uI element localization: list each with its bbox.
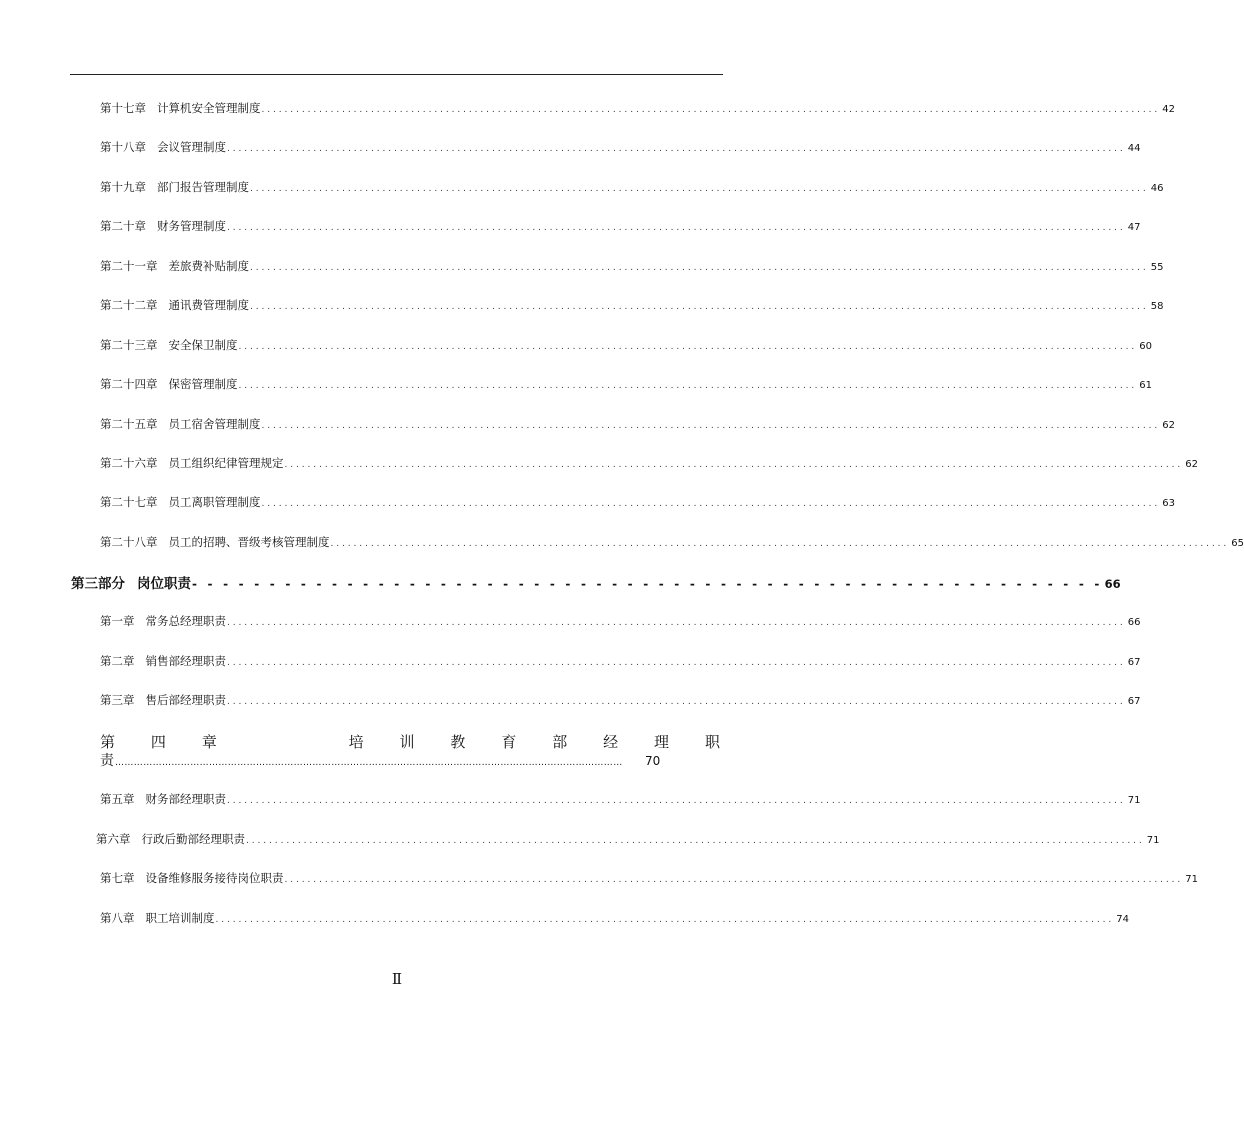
toc-leader-dots: ............................................................................................................................................................ xyxy=(250,302,1149,312)
toc-page-number: 74 xyxy=(1116,914,1129,925)
toc-leader-dots: ............................................................................................................................................................ xyxy=(238,381,1138,391)
toc-chapter-number: 第二章 xyxy=(100,654,135,668)
toc-title: 设备维修服务接待岗位职责 xyxy=(145,871,284,885)
toc-entry[interactable] xyxy=(100,613,1141,629)
toc-leader-dashes: - - - - - - - - - - - - - - - - - - - - - - - - - - - - - - - - - - - - - - - - - - - - - - - - - - - - - - - - - - - xyxy=(192,577,1103,591)
toc-char: 经 xyxy=(603,733,619,751)
toc-part-title: 岗位职责 xyxy=(137,576,191,592)
toc-leader-dots: ............................................................................................................................................................ xyxy=(261,499,1161,509)
toc-char: 部 xyxy=(552,733,568,751)
toc-title: 财务部经理职责 xyxy=(145,792,226,806)
toc-chapter-number: 第二十七章 xyxy=(100,495,158,509)
header-rule xyxy=(70,74,723,75)
page-number: Ⅱ xyxy=(391,970,403,988)
toc-title: 员工离职管理制度 xyxy=(168,495,261,509)
toc-chapter-number: 第二十三章 xyxy=(100,338,158,352)
toc-page-number: 62 xyxy=(1185,459,1198,470)
toc-page-number: 42 xyxy=(1162,104,1175,115)
toc-title: 员工宿舍管理制度 xyxy=(168,417,261,431)
toc-leader-dots: ............................................................................................................................................................ xyxy=(330,539,1230,549)
toc-leader-dots: ............................................................................................................................................................ xyxy=(250,184,1149,194)
toc-entry[interactable] xyxy=(100,337,1152,353)
toc-char: 培 xyxy=(348,733,364,751)
toc-page-number: 67 xyxy=(1127,696,1141,707)
toc-entry[interactable] xyxy=(96,831,1160,847)
toc-leader-dots: ............................................................................................................................................................ xyxy=(227,144,1126,154)
toc-title: 保密管理制度 xyxy=(168,377,238,391)
toc-chapter-number: 第二十一章 xyxy=(100,259,158,273)
toc-chapter-number: 第十七章 xyxy=(100,101,146,115)
toc-chapter-number: 第二十六章 xyxy=(100,456,158,470)
toc-char: 四 xyxy=(150,733,166,751)
toc-page-number: 66 xyxy=(1104,577,1121,591)
toc-page-number: 71 xyxy=(1146,835,1160,846)
toc-title: 员工组织纪律管理规定 xyxy=(168,456,284,470)
toc-page-number: 71 xyxy=(1185,874,1198,885)
toc-chapter-number: 第七章 xyxy=(100,871,135,885)
toc-leader-dots: ............................................................................................................................................................ xyxy=(250,263,1149,273)
toc-title: 售后部经理职责 xyxy=(145,693,226,707)
toc-page-number: 44 xyxy=(1127,143,1141,154)
toc-title: 安全保卫制度 xyxy=(168,338,238,352)
toc-leader-dots: ............................................................................................................................................................ xyxy=(238,342,1138,352)
toc-char: 育 xyxy=(501,733,517,751)
toc-page-number: 62 xyxy=(1162,420,1175,431)
toc-leader-dots: ............................................................................................................................................................ xyxy=(227,796,1126,806)
toc-entry[interactable] xyxy=(100,455,1198,471)
toc-char: 训 xyxy=(399,733,415,751)
toc-page-number: 70 xyxy=(645,754,661,768)
toc-page-number: 67 xyxy=(1127,657,1141,668)
toc-page-number: 47 xyxy=(1127,222,1141,233)
toc-chapter-number: 第二十八章 xyxy=(100,535,158,549)
toc-title: 通讯费管理制度 xyxy=(168,298,249,312)
toc-title: 财务管理制度 xyxy=(157,219,226,233)
toc-page-number: 66 xyxy=(1127,617,1141,628)
toc-chapter-number: 第五章 xyxy=(100,792,135,806)
toc-chapter-number: 第二十四章 xyxy=(100,377,158,391)
toc-title: 职工培训制度 xyxy=(145,911,215,925)
toc-title: 常务总经理职责 xyxy=(145,614,226,628)
toc-chapter-number: 第六章 xyxy=(96,832,131,846)
toc-char: 章 xyxy=(201,733,217,751)
toc-page-number: 65 xyxy=(1231,538,1244,549)
toc-title: 会议管理制度 xyxy=(157,140,226,154)
toc-entry[interactable] xyxy=(100,416,1175,432)
toc-leader-dots: ............................................................................................................................................................ xyxy=(246,836,1145,846)
toc-leader-ellipsis: ……………………………………………………………………………………………………………………………………………… xyxy=(115,758,623,768)
toc-chapter-number: 第八章 xyxy=(100,911,135,925)
toc-char: 教 xyxy=(450,733,466,751)
toc-leader-dots: ............................................................................................................................................................ xyxy=(261,421,1161,431)
toc-entry-justified[interactable] xyxy=(100,731,720,752)
toc-leader-dots: ............................................................................................................................................................ xyxy=(284,460,1184,470)
toc-chapter-number: 第三章 xyxy=(100,693,135,707)
toc-title: 部门报告管理制度 xyxy=(157,180,249,194)
toc-entry[interactable] xyxy=(100,218,1141,234)
toc-chapter-number: 第十九章 xyxy=(100,180,146,194)
toc-page-number: 61 xyxy=(1139,380,1152,391)
toc-entry[interactable] xyxy=(100,910,1129,926)
toc-leader-dots: ............................................................................................................................................................ xyxy=(227,697,1126,707)
toc-chapter-number: 第一章 xyxy=(100,614,135,628)
toc-entry[interactable] xyxy=(100,139,1141,155)
toc-entry[interactable] xyxy=(100,179,1164,195)
toc-page-number: 58 xyxy=(1150,301,1164,312)
toc-char xyxy=(253,731,313,752)
toc-entry[interactable] xyxy=(100,258,1164,274)
toc-entry-wrap-line[interactable] xyxy=(100,750,660,770)
toc-title: 行政后勤部经理职责 xyxy=(141,832,245,846)
toc-page-number: 46 xyxy=(1150,183,1164,194)
toc-page-number: 55 xyxy=(1150,262,1164,273)
toc-entry[interactable] xyxy=(100,100,1175,116)
toc-entry[interactable] xyxy=(100,870,1198,886)
toc-title: 差旅费补贴制度 xyxy=(168,259,249,273)
toc-part-heading[interactable] xyxy=(71,572,1121,592)
toc-char: 理 xyxy=(654,733,670,751)
toc-chapter-number: 第二十章 xyxy=(100,219,146,233)
toc-leader-dots: ............................................................................................................................................................ xyxy=(284,875,1184,885)
toc-entry[interactable] xyxy=(100,653,1141,669)
toc-char: 第 xyxy=(100,733,116,751)
toc-title: 销售部经理职责 xyxy=(145,654,226,668)
toc-leader-dots: ............................................................................................................................................................ xyxy=(261,105,1161,115)
toc-entry[interactable] xyxy=(100,376,1152,392)
toc-entry[interactable] xyxy=(100,494,1175,510)
toc-leader-dots: ............................................................................................................................................................ xyxy=(227,658,1126,668)
toc-page-number: 63 xyxy=(1162,498,1175,509)
toc-char: 职 xyxy=(704,733,720,751)
toc-leader-dots: ............................................................................................................................................................ xyxy=(215,915,1115,925)
toc-title: 员工的招聘、晋级考核管理制度 xyxy=(168,535,330,549)
toc-entry[interactable] xyxy=(100,692,1141,708)
toc-page-number: 60 xyxy=(1139,341,1152,352)
toc-part-label: 第三部分 xyxy=(71,576,125,592)
toc-chapter-number: 第二十二章 xyxy=(100,298,158,312)
toc-leader-dots: ............................................................................................................................................................ xyxy=(227,618,1126,628)
toc-page-number: 71 xyxy=(1127,795,1141,806)
toc-entry[interactable] xyxy=(100,534,1244,550)
toc-wrap-char: 责 xyxy=(100,753,114,769)
toc-leader-dots: ............................................................................................................................................................ xyxy=(227,223,1126,233)
toc-chapter-number: 第十八章 xyxy=(100,140,146,154)
toc-chapter-number: 第二十五章 xyxy=(100,417,158,431)
toc-entry[interactable] xyxy=(100,297,1164,313)
toc-title: 计算机安全管理制度 xyxy=(157,101,261,115)
toc-entry[interactable] xyxy=(100,791,1141,807)
